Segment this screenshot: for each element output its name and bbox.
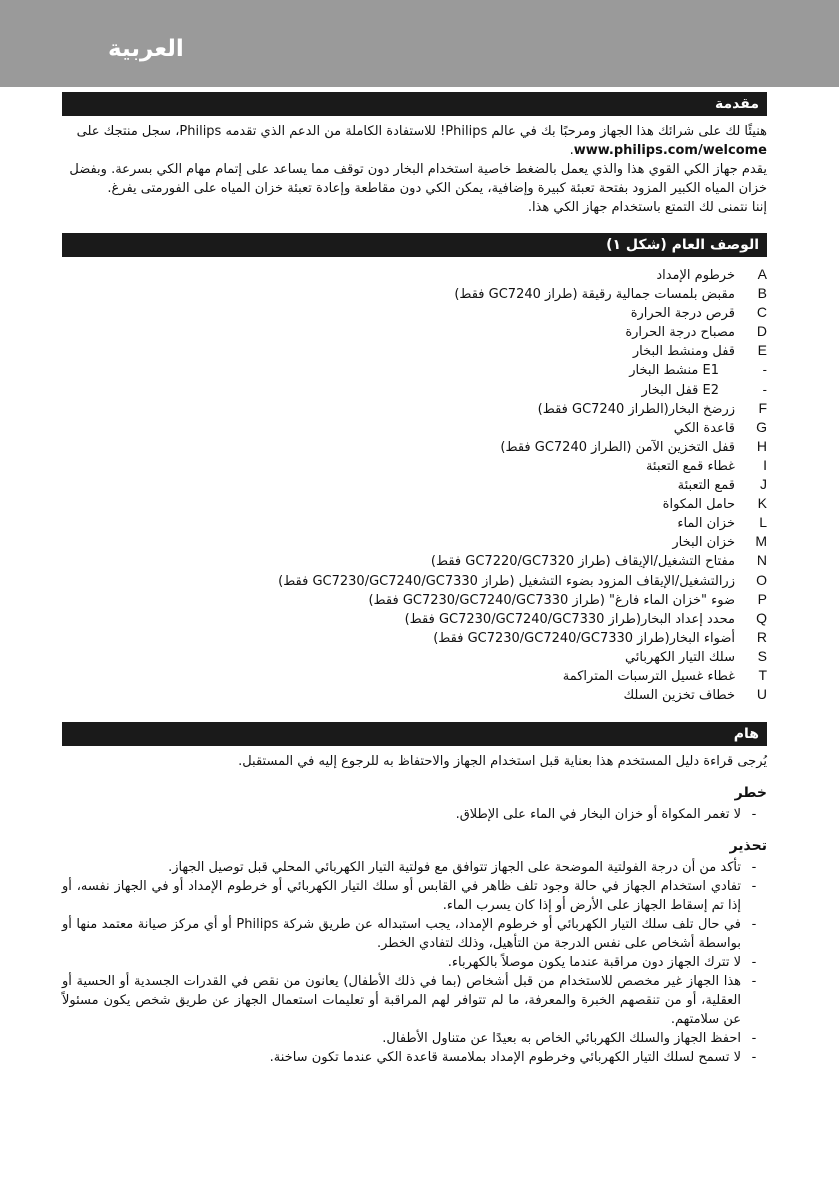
- part-text: قمع التعبئة: [677, 478, 735, 494]
- part-letter: Q: [756, 609, 767, 626]
- parts-list-item: [62, 590, 767, 609]
- bullet-text: لا تغمر المكواة أو خزان البخار في الماء على الإطلاق.: [455, 807, 741, 823]
- part-letter: I: [763, 456, 767, 473]
- part-letter: S: [757, 647, 767, 664]
- parts-list-item: [62, 360, 767, 379]
- part-letter: E: [757, 342, 767, 359]
- bullet-text: لا تسمح لسلك التيار الكهربائي وخرطوم الإمداد بملامسة قاعدة الكي عندما تكون ساخنة.: [269, 1050, 741, 1066]
- part-letter: K: [757, 495, 767, 512]
- part-text: مقبض بلمسات جمالية رقيقة (طراز GC7240 فقط): [454, 287, 735, 303]
- bullet-text: لا تترك الجهاز دون مراقبة عندما يكون موصلاً بالكهرباء.: [447, 955, 741, 971]
- part-text: خطاف تخزين السلك: [623, 688, 735, 704]
- part-letter: P: [757, 590, 767, 607]
- part-text: E2 قفل البخار: [641, 382, 719, 398]
- page-content: [62, 92, 767, 1067]
- warning-list: [62, 858, 767, 1067]
- parts-list-item: [62, 571, 767, 590]
- part-text: غطاء قمع التعبئة: [645, 458, 735, 474]
- bullet-dash: -: [751, 1050, 757, 1066]
- part-letter: N: [756, 552, 767, 569]
- parts-list-item: [62, 475, 767, 494]
- parts-list-item: [62, 551, 767, 570]
- part-letter: H: [756, 437, 767, 454]
- parts-list-item: [62, 647, 767, 666]
- bullet-item: [62, 858, 767, 877]
- part-letter: A: [757, 266, 767, 282]
- part-letter: L: [759, 514, 767, 531]
- intro-heading: مقدمة: [62, 92, 767, 116]
- warning-heading: تحذير: [729, 838, 767, 855]
- bullet-item: [62, 805, 767, 824]
- part-text: حامل المكواة: [662, 497, 735, 513]
- bullet-text: تفادي استخدام الجهاز في حالة وجود تلف ظاهر في القابس أو سلك التيار الكهربائي أو خرطوم الإمداد أو في الجهاز نفسه، أو إذا تم إسقاط الجهاز على الأرض أو إذا كان يسرب الماء.: [62, 879, 741, 914]
- part-text: مفتاح التشغيل/الإيقاف (طراز GC7220/GC7320 فقط): [430, 554, 735, 570]
- parts-list-item: [62, 265, 767, 284]
- part-text: قاعدة الكي: [673, 420, 735, 436]
- danger-heading: خطر: [734, 785, 767, 802]
- philips-website-link[interactable]: www.philips.com/welcome: [573, 143, 767, 158]
- part-text: ضوء "خزان الماء فارغ" (طراز GC7230/GC7240/GC7330 فقط): [368, 592, 735, 608]
- parts-list-item: [62, 437, 767, 456]
- part-letter: T: [758, 666, 767, 683]
- part-text: خزان الماء: [677, 516, 735, 532]
- bullet-text: احفظ الجهاز والسلك الكهربائي الخاص به بعيدًا عن متناول الأطفال.: [382, 1031, 741, 1047]
- bullet-item: [62, 953, 767, 972]
- danger-list: [62, 805, 767, 824]
- part-text: E1 منشط البخار: [629, 363, 719, 379]
- parts-list-item: [62, 456, 767, 475]
- general-description-heading: الوصف العام (شكل ١): [62, 233, 767, 257]
- important-paragraph: يُرجى قراءة دليل المستخدم هذا بعناية قبل استخدام الجهاز والاحتفاظ به للرجوع إليه في المستقبل.: [238, 754, 767, 770]
- part-text: سلك التيار الكهربائي: [624, 649, 735, 665]
- bullet-text: هذا الجهاز غير مخصص للاستخدام من قبل أشخاص (بما في ذلك الأطفال) يعانون من نقص في القدرات الجسدية أو الحسية أو العقلية، أو من تنقصهم الخبرة والمعرفة، ما لم تتوافر لهم المراقبة أو تعليمات استعمال الجهاز عن طريق شخص يكون مسئولاً عن سلامتهم.: [62, 974, 741, 1028]
- part-letter: D: [756, 323, 767, 340]
- intro-paragraph-3: إننا نتمنى لك التمتع باستخدام جهاز الكي هذا.: [527, 200, 767, 215]
- parts-list-item: [62, 494, 767, 513]
- part-text: مصباح درجة الحرارة: [625, 325, 735, 341]
- language-tab: [0, 0, 839, 87]
- parts-list-item: [62, 666, 767, 685]
- bullet-dash: -: [751, 807, 757, 823]
- language-title: العربية: [108, 36, 184, 62]
- bullet-dash: -: [751, 974, 757, 990]
- part-text: زرالتشغيل/الإيقاف المزود بضوء التشغيل (طراز GC7230/GC7240/GC7330 فقط): [278, 573, 735, 589]
- part-text: زرضخ البخار(الطراز GC7240 فقط): [537, 401, 735, 417]
- part-letter: F: [758, 399, 767, 416]
- bullet-item: [62, 1029, 767, 1048]
- part-letter: R: [756, 628, 767, 645]
- part-letter: U: [756, 686, 767, 703]
- intro-paragraph-1-text: هنيئًا لك على شرائك هذا الجهاز ومرحبًا بك في عالم Philips! للاستفادة الكاملة من الدعم الذي تقدمه Philips، سجل منتجك على: [76, 124, 767, 139]
- parts-list-item: [62, 380, 767, 399]
- part-text: قفل التخزين الآمن (الطراز GC7240 فقط): [500, 439, 735, 455]
- bullet-dash: -: [751, 917, 757, 933]
- parts-list-item: [62, 418, 767, 437]
- bullet-text: في حال تلف سلك التيار الكهربائي أو خرطوم الإمداد، يجب استبداله عن طريق شركة Philips أو أي مركز صيانة معتمد منها أو بواسطة أشخاص على نفس الدرجة من التأهيل، وذلك لتفادي الخطر.: [62, 917, 741, 952]
- important-heading: هام: [62, 722, 767, 746]
- part-letter: G: [756, 418, 767, 435]
- bullet-dash: -: [751, 1031, 757, 1047]
- part-letter: J: [760, 476, 767, 493]
- bullet-item: [62, 1048, 767, 1067]
- parts-list-item: [62, 532, 767, 551]
- parts-list-item: [62, 609, 767, 628]
- bullet-item: [62, 877, 767, 915]
- part-text: خزان البخار: [672, 535, 735, 551]
- intro-paragraph-2: يقدم جهاز الكي القوي هذا والذي يعمل بالضغط خاصية استخدام البخار دون توقف مما يساعد على إتمام مهام الكي بسرعة. وبفضل خزان المياه الكبير المزود بفتحة تعبئة كبيرة وإضافية، يمكن الكي دون مقاطعة وإعادة تعبئة خزان المياه على الفورمتى يفرغ.: [69, 162, 767, 196]
- part-text: غطاء غسيل الترسبات المتراكمة: [562, 668, 735, 684]
- part-letter: -: [762, 362, 767, 378]
- parts-list-item: [62, 399, 767, 418]
- part-text: أضواء البخار(طراز GC7230/GC7240/GC7330 فقط): [433, 630, 735, 646]
- parts-list: [62, 265, 767, 704]
- intro-paragraph-1: هنيئًا لك على شرائك هذا الجهاز ومرحبًا بك في عالم Philips! للاستفادة الكاملة من الدعم الذي تقدمه Philips، سجل منتجك على www.philips.com/welcome.: [76, 124, 767, 158]
- part-text: خرطوم الإمداد: [656, 268, 735, 283]
- parts-list-item: [62, 322, 767, 341]
- bullet-text: تأكد من أن درجة الفولتية الموضحة على الجهاز تتوافق مع فولتية التيار الكهربائي المحلي قبل توصيل الجهاز.: [168, 860, 741, 876]
- parts-list-item: [62, 685, 767, 704]
- part-letter: B: [757, 285, 767, 302]
- bullet-dash: -: [751, 860, 757, 876]
- bullet-dash: -: [751, 955, 757, 971]
- part-text: محدد إعداد البخار(طراز GC7230/GC7240/GC7330 فقط): [404, 611, 735, 627]
- part-letter: M: [755, 533, 767, 550]
- parts-list-item: [62, 341, 767, 360]
- part-letter: C: [756, 304, 767, 321]
- part-text: قفل ومنشط البخار: [632, 344, 735, 360]
- parts-list-item: [62, 513, 767, 532]
- part-text: قرص درجة الحرارة: [630, 306, 735, 322]
- parts-list-item: [62, 284, 767, 303]
- bullet-dash: -: [751, 879, 757, 895]
- parts-list-item: [62, 628, 767, 647]
- bullet-item: [62, 972, 767, 1029]
- part-letter: -: [762, 381, 767, 397]
- parts-list-item: [62, 303, 767, 322]
- bullet-item: [62, 915, 767, 953]
- part-letter: O: [756, 571, 767, 588]
